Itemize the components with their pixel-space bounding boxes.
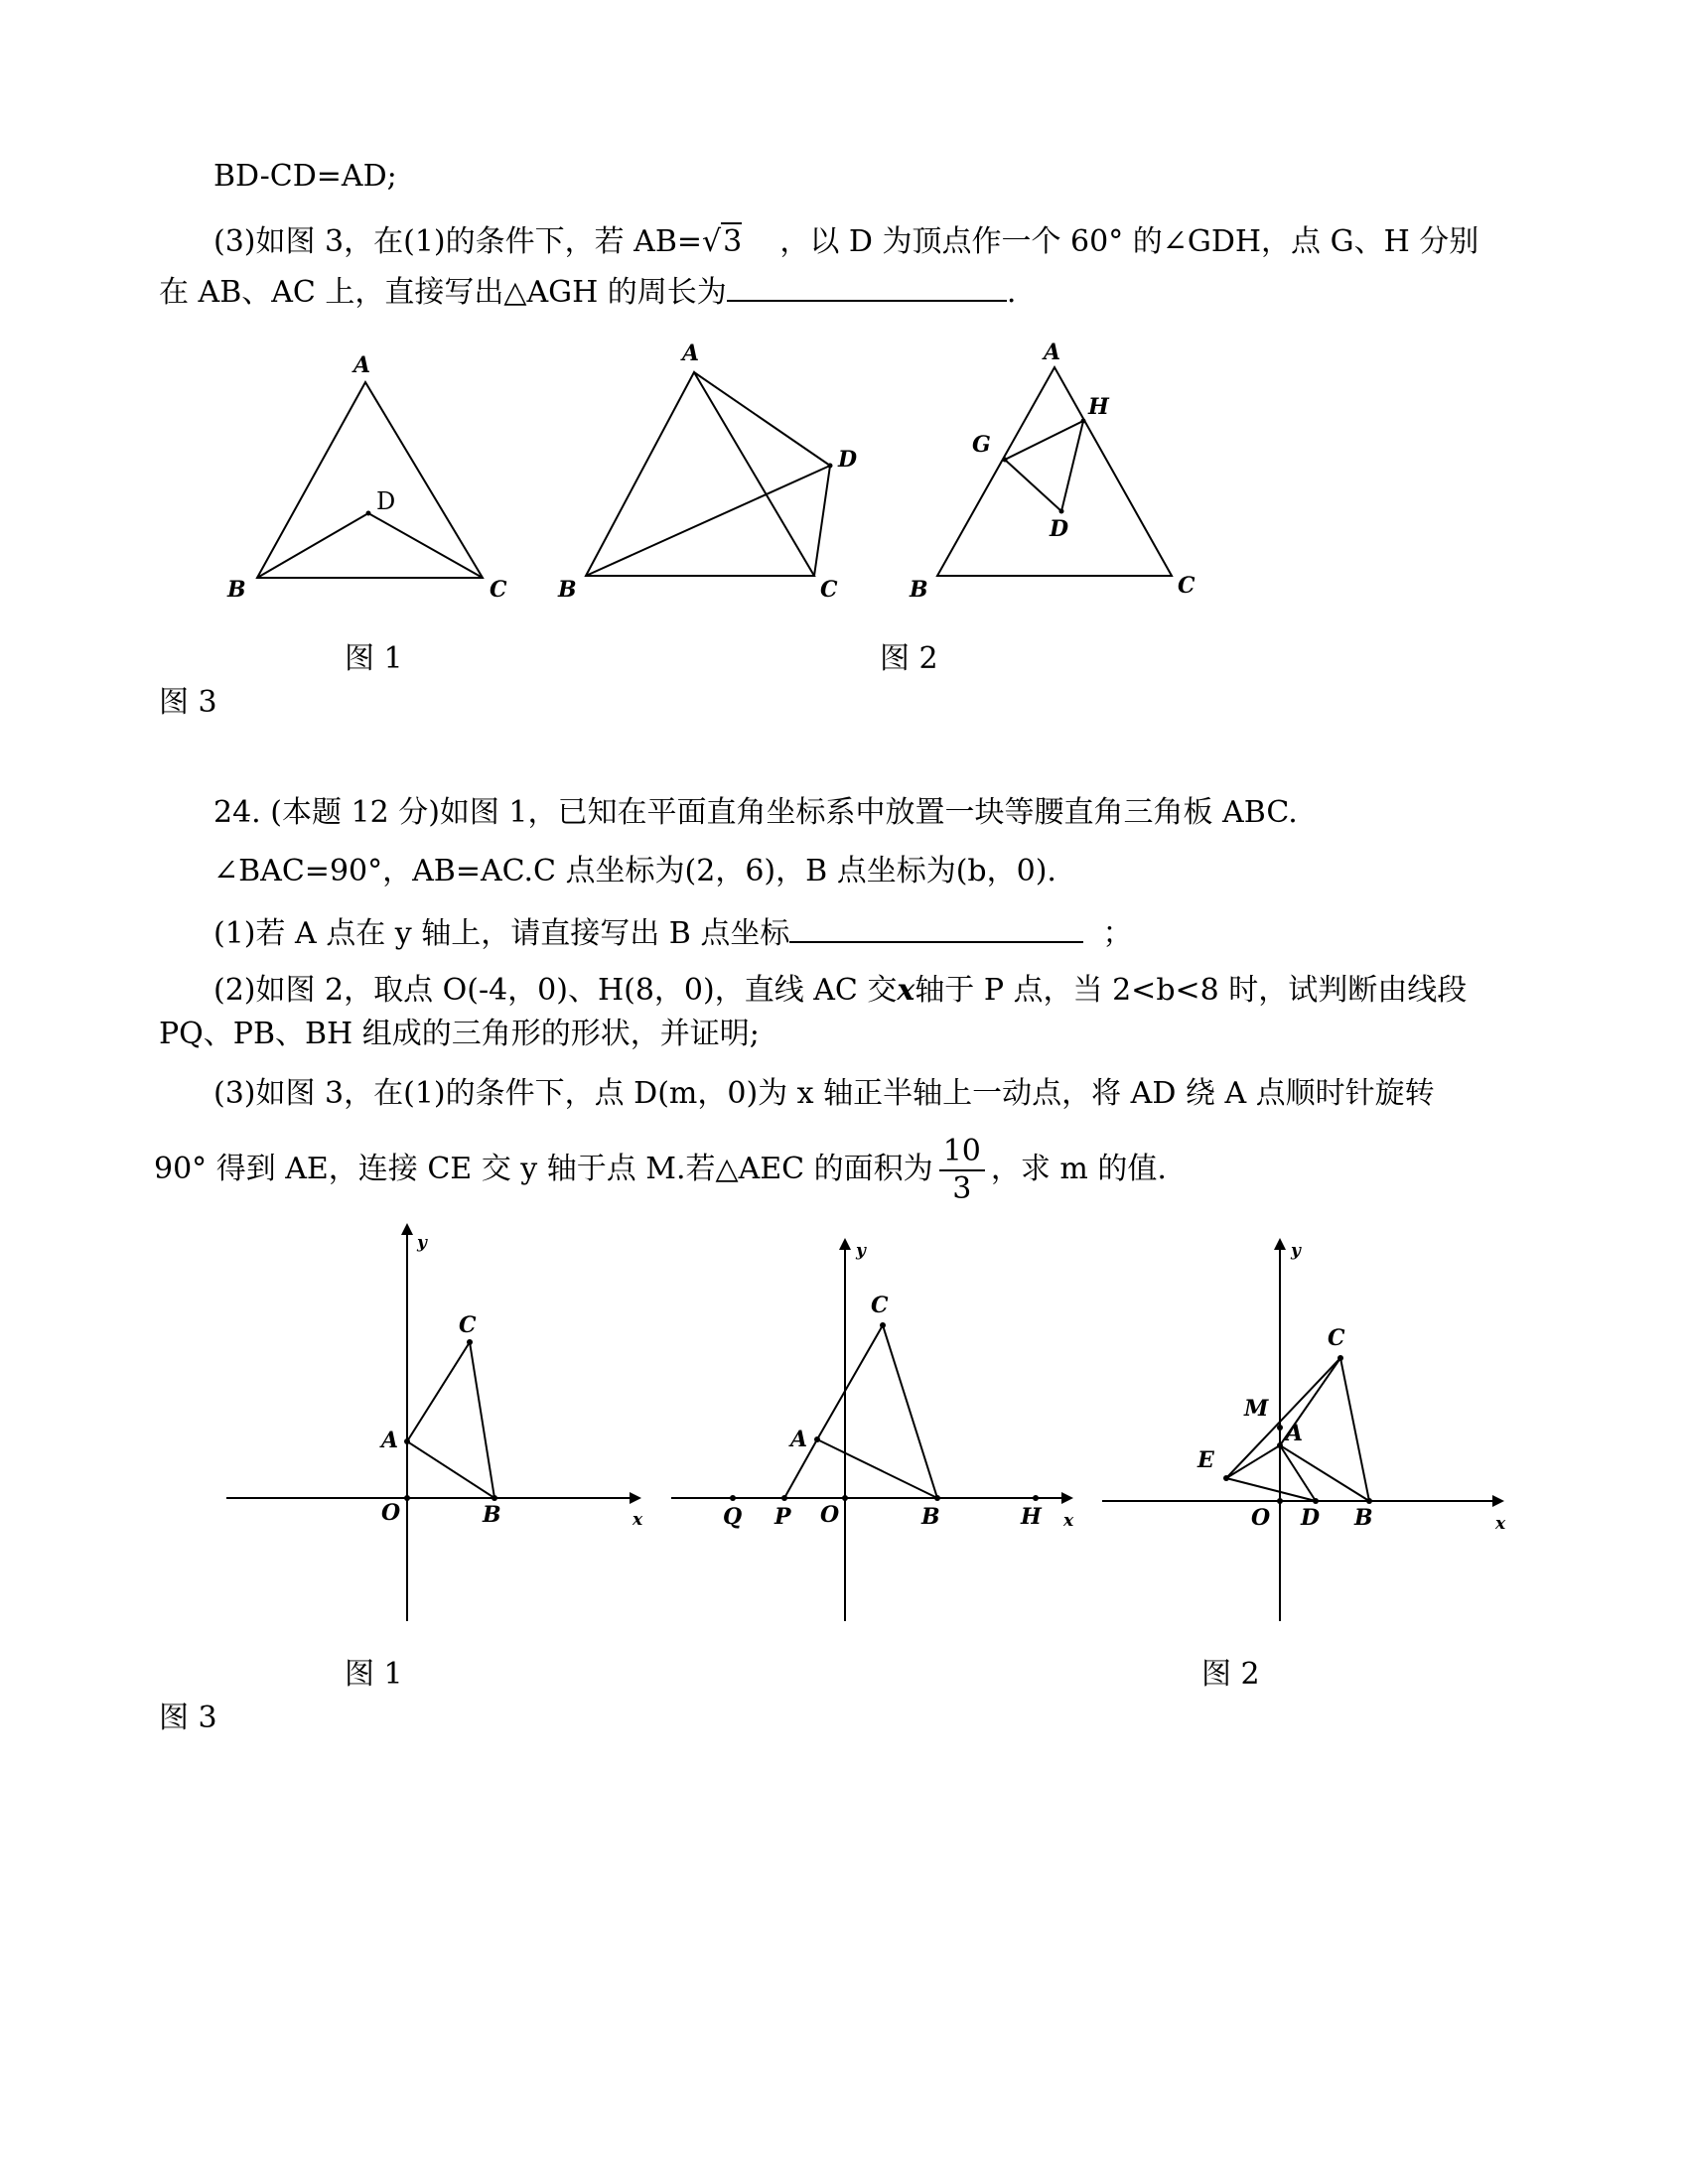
label-y-bot1: y (417, 1233, 427, 1253)
q24-part2-line1 (213, 971, 1467, 1011)
q24-part1 (213, 911, 1132, 954)
label-d-fig1: D (376, 487, 396, 515)
q24-part3-line2 (154, 1132, 1167, 1207)
q24-part3-line1: (3)如图 3，在(1)的条件下，点 D(m，0)为 x 轴正半轴上一动点，将 AD 绕 A 点顺时针旋转 (213, 1076, 1435, 1111)
fraction-ten-thirds (939, 1134, 985, 1207)
label-d-fig3: D (1050, 516, 1069, 542)
label-g-fig3: G (972, 432, 991, 458)
triangle-abc-bot2 (817, 1325, 937, 1498)
label-y-bot3: y (1291, 1241, 1301, 1261)
segment-dc-2 (814, 466, 830, 576)
label-q-bot2: Q (723, 1504, 743, 1530)
label-c-bot3: C (1328, 1325, 1345, 1351)
label-b-fig1: B (227, 577, 246, 603)
segment-ad-2 (694, 372, 830, 466)
label-o-bot3: O (1251, 1505, 1271, 1531)
q24-part1-text: (1)若 A 点在 y 轴上，请直接写出 B 点坐标 (213, 916, 790, 951)
label-x-bot2: x (1063, 1511, 1074, 1531)
q24-line2: ∠BAC=90°，AB=AC.C 点坐标为(2，6)，B 点坐标为(b，0). (213, 854, 1056, 888)
label-c-bot1: C (459, 1312, 477, 1338)
label-x-bot1: x (633, 1510, 643, 1530)
caption-bottom-fig3: 图 3 (159, 1701, 217, 1735)
label-c-fig3: C (1178, 573, 1196, 599)
segment-bd-2 (586, 466, 830, 576)
label-b-bot2: B (921, 1504, 940, 1530)
label-x-bot3: x (1495, 1514, 1506, 1534)
label-a-fig1: A (353, 352, 371, 378)
triangle-abc-1 (257, 382, 483, 578)
label-h-bot2: H (1021, 1504, 1042, 1530)
label-y-bot2: y (856, 1241, 866, 1261)
fraction-numerator: 10 (939, 1134, 985, 1171)
label-d-bot3: D (1301, 1505, 1321, 1531)
triangle-abc-3 (937, 367, 1172, 576)
triangle-abc-2 (586, 372, 814, 576)
label-c-fig2: C (820, 577, 838, 603)
top-figure-1 (257, 382, 483, 578)
label-a-fig2: A (682, 341, 700, 366)
q23-part3-text-b: ，以 D 为顶点作一个 60° 的∠GDH，点 G、H 分别 (779, 224, 1479, 259)
q23-part3-text-c: 在 AB、AC 上，直接写出△AGH 的周长为 (159, 275, 727, 310)
q23-line1: BD-CD=AD; (213, 159, 397, 194)
label-d-fig2: D (838, 447, 858, 473)
q23-part3-text-a: (3)如图 3，在(1)的条件下，若 AB= (213, 224, 702, 259)
label-b-bot3: B (1354, 1505, 1373, 1531)
top-figure-3 (937, 367, 1172, 576)
q24-part1-end: ； (1102, 916, 1133, 951)
label-o-bot2: O (820, 1502, 840, 1528)
label-b-fig3: B (910, 577, 928, 603)
caption-top-fig3: 图 3 (159, 685, 217, 720)
label-o-bot1: O (381, 1500, 401, 1526)
top-figure-2 (586, 372, 830, 576)
q24-part2-line2: PQ、PB、BH 组成的三角形的形状，并证明; (159, 1017, 760, 1051)
label-h-fig3: H (1088, 394, 1109, 420)
q24-part2-x-italic: x (897, 973, 915, 1008)
caption-bottom-fig2: 图 2 (1201, 1657, 1260, 1692)
fraction-denominator: 3 (952, 1171, 972, 1206)
label-a-bot2: A (790, 1427, 808, 1452)
label-b-bot1: B (483, 1502, 501, 1528)
label-c-fig1: C (490, 577, 507, 603)
answer-blank-b-coordinate[interactable] (789, 911, 1083, 943)
label-c-bot2: C (871, 1293, 889, 1318)
q24-part3-text-b: 90° 得到 AE，连接 CE 交 y 轴于点 M.若△AEC 的面积为 (154, 1152, 933, 1186)
label-a-bot1: A (381, 1428, 399, 1453)
sqrt-radicand: 3 (723, 224, 743, 259)
caption-top-fig2: 图 2 (880, 641, 938, 676)
sqrt-symbol: √3 (702, 224, 743, 259)
label-p-bot2: P (774, 1504, 791, 1530)
q24-line1: 24. (本题 12 分)如图 1，已知在平面直角坐标系中放置一块等腰直角三角板 ABC. (213, 795, 1298, 830)
label-a-fig3: A (1044, 340, 1061, 365)
label-b-fig2: B (558, 577, 577, 603)
q24-part2-text-b: 轴于 P 点，当 2<b<8 时，试判断由线段 (914, 973, 1468, 1008)
bottom-figure-1 (226, 1226, 638, 1621)
label-a-bot3: A (1286, 1421, 1304, 1446)
caption-top-fig1: 图 1 (345, 641, 403, 676)
label-m-bot3: M (1244, 1396, 1269, 1422)
label-e-bot3: E (1197, 1447, 1214, 1473)
q24-part3-text-c: ，求 m 的值. (990, 1152, 1167, 1186)
q23-part3-end: . (1006, 275, 1017, 310)
caption-bottom-fig1: 图 1 (345, 1657, 403, 1692)
q24-part2-text-a: (2)如图 2，取点 O(-4，0)、H(8，0)，直线 AC 交 (213, 973, 898, 1008)
triangle-abc-bot1 (407, 1342, 494, 1498)
